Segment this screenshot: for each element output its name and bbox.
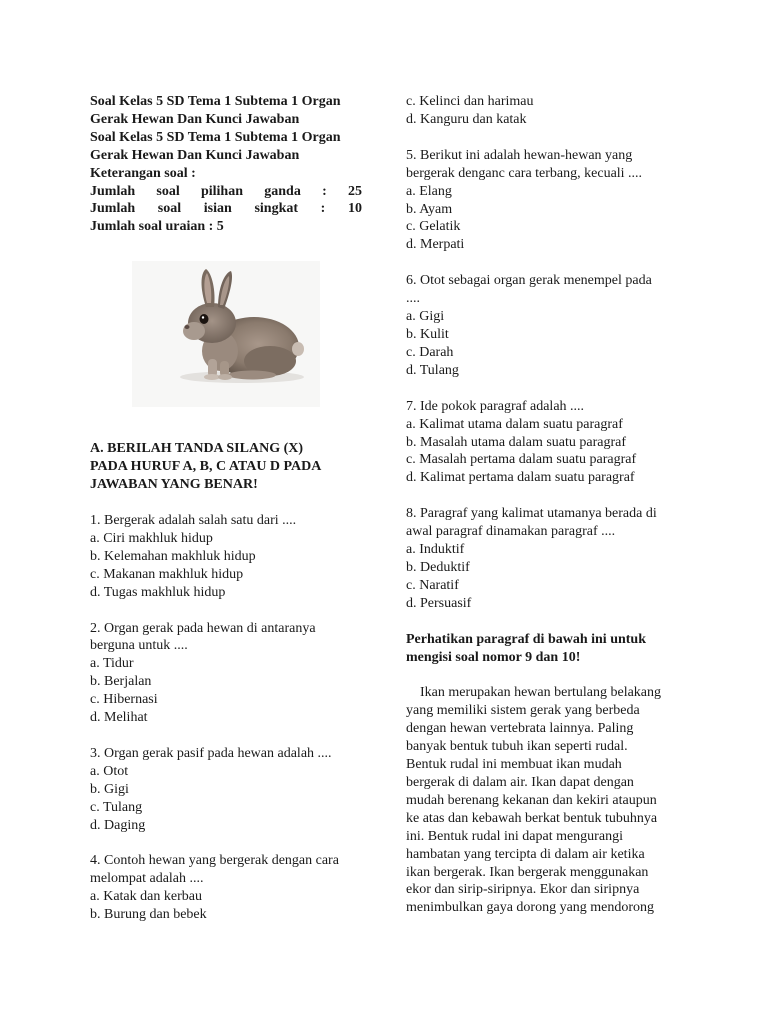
rabbit-image (132, 261, 320, 407)
title-line: Gerak Hewan Dan Kunci Jawaban (90, 147, 300, 163)
pilihan-ganda-count: Jumlah soal pilihan ganda : 25 (90, 183, 362, 199)
paragraph-line: Bentuk rudal ini membuat ikan mudah (406, 757, 622, 773)
option-a: a. Induktif (406, 542, 465, 558)
option-a: a. Katak dan kerbau (90, 889, 202, 905)
title-line: Soal Kelas 5 SD Tema 1 Subtema 1 Organ (90, 129, 341, 145)
section-a-heading (90, 440, 362, 494)
option-b: b. Burung dan bebek (90, 907, 207, 923)
option-d: d. Melihat (90, 710, 148, 726)
option-c: c. Tulang (90, 799, 143, 815)
paragraph-line: dengan hewan vertebrata lainnya. Paling (406, 721, 634, 737)
paragraph-line: ekor dan sirip-siripnya. Ekor dan siripnya (406, 882, 640, 898)
title-line: Soal Kelas 5 SD Tema 1 Subtema 1 Organ (90, 94, 341, 109)
keterangan-label: Keterangan soal : (90, 165, 196, 181)
document-title (90, 93, 362, 236)
paragraph-line: banyak bentuk tubuh ikan seperti rudal. (406, 739, 628, 755)
question-stem: 7. Ide pokok paragraf adalah .... (406, 398, 585, 414)
isian-singkat-count: Jumlah soal isian singkat : 10 (90, 201, 362, 217)
question-stem: .... (406, 291, 420, 307)
option-d: d. Merpati (406, 237, 465, 253)
option-a: a. Elang (406, 183, 452, 199)
option-d: d. Kanguru dan katak (406, 111, 527, 127)
option-a: a. Kalimat utama dalam suatu paragraf (406, 416, 623, 432)
section-a-line: PADA HURUF A, B, C ATAU D PADA (90, 459, 322, 475)
fish-paragraph (406, 684, 678, 917)
question-stem: 1. Bergerak adalah salah satu dari .... (90, 512, 297, 528)
question-stem: awal paragraf dinamakan paragraf .... (406, 524, 616, 540)
option-b: b. Ayam (406, 201, 453, 217)
title-line: Gerak Hewan Dan Kunci Jawaban (90, 111, 300, 127)
paragraph-line: Ikan merupakan hewan bertulang belakang (420, 685, 662, 701)
option-a: a. Gigi (406, 309, 445, 325)
option-c: c. Makanan makhluk hidup (90, 566, 244, 582)
option-a: a. Ciri makhluk hidup (90, 530, 213, 546)
question-stem: bergerak denganc cara terbang, kecuali .... (406, 165, 643, 181)
question-8 (406, 505, 678, 612)
option-d: d. Persuasif (406, 595, 472, 611)
perhatikan-heading (406, 631, 678, 667)
question-1 (90, 512, 362, 602)
option-b: b. Kelemahan makhluk hidup (90, 548, 256, 564)
question-stem: 3. Organ gerak pasif pada hewan adalah .... (90, 745, 332, 761)
question-4-part-2 (406, 93, 678, 129)
option-a: a. Otot (90, 763, 129, 779)
section-a-line: JAWABAN YANG BENAR! (90, 477, 258, 493)
perhatikan-line: mengisi soal nomor 9 dan 10! (406, 649, 581, 665)
rabbit-illustration (132, 261, 320, 407)
question-stem: 8. Paragraf yang kalimat utamanya berada di (406, 506, 657, 522)
question-2 (90, 620, 362, 727)
option-b: b. Gigi (90, 781, 129, 797)
paragraph-line: ke atas dan kebawah berkat bentuk tubuhnya (406, 810, 658, 826)
option-c: c. Masalah pertama dalam suatu paragraf (406, 452, 637, 468)
option-c: c. Kelinci dan harimau (406, 94, 534, 109)
question-7 (406, 398, 678, 488)
question-stem: 6. Otot sebagai organ gerak menempel pada (406, 273, 652, 289)
paragraph-line: bergerak di dalam air. Ikan dapat dengan (406, 775, 634, 790)
question-stem: 5. Berikut ini adalah hewan-hewan yang (406, 147, 633, 163)
paragraph-line: mudah berenang kekanan dan kekiri ataupun (406, 792, 657, 808)
left-column (90, 93, 362, 924)
question-4-part-1 (90, 852, 362, 924)
question-6 (406, 272, 678, 379)
option-d: d. Daging (90, 817, 146, 833)
paragraph-line: yang memiliki sistem gerak yang berbeda (406, 703, 640, 719)
option-b: b. Deduktif (406, 559, 470, 575)
option-d: d. Tulang (406, 362, 459, 378)
perhatikan-line: Perhatikan paragraf di bawah ini untuk (406, 631, 646, 647)
option-c: c. Gelatik (406, 219, 461, 235)
paragraph-line: ikan bergerak. Ikan bergerak menggunakan (406, 864, 649, 880)
question-stem: berguna untuk .... (90, 638, 188, 654)
option-d: d. Kalimat pertama dalam suatu paragraf (406, 470, 635, 486)
question-stem: 4. Contoh hewan yang bergerak dengan cara (90, 853, 339, 869)
paragraph-line: ini. Bentuk rudal ini dapat mengurangi (406, 828, 623, 844)
option-b: b. Berjalan (90, 674, 152, 690)
question-5 (406, 147, 678, 254)
question-3 (90, 745, 362, 835)
option-b: b. Masalah utama dalam suatu paragraf (406, 434, 627, 450)
option-d: d. Tugas makhluk hidup (90, 584, 226, 600)
option-a: a. Tidur (90, 656, 134, 672)
paragraph-line: hambatan yang tercipta di dalam air ketika (406, 846, 645, 862)
paragraph-line: menimbulkan gaya dorong yang mendorong (406, 900, 655, 916)
option-c: c. Hibernasi (90, 692, 158, 708)
option-b: b. Kulit (406, 326, 449, 342)
option-c: c. Naratif (406, 577, 459, 593)
section-a-line: A. BERILAH TANDA SILANG (X) (90, 441, 304, 457)
question-stem: melompat adalah .... (90, 871, 204, 887)
right-column (406, 93, 678, 917)
option-c: c. Darah (406, 344, 454, 360)
question-stem: 2. Organ gerak pada hewan di antaranya (90, 620, 316, 636)
uraian-count: Jumlah soal uraian : 5 (90, 219, 224, 235)
